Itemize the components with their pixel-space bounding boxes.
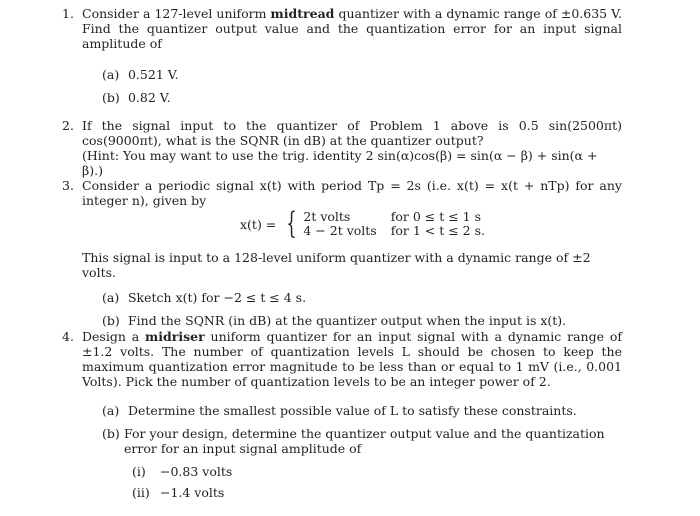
- question-text-part: quantizer with a dynamic range of ±0.635 V. Find the quantizer output value and the quantization error for an input signal amplitude of: [82, 6, 622, 51]
- option-label: (a): [102, 290, 120, 305]
- question-text: [82, 329, 622, 389]
- case-value: 4 − 2t volts: [303, 223, 377, 238]
- option-label: (b): [102, 90, 120, 105]
- question-text: [82, 6, 622, 51]
- option-b: [102, 426, 622, 456]
- option-text: For your design, determine the quantizer output value and the quantization error for an input signal amplitude of: [124, 426, 605, 456]
- question-number: 4.: [62, 329, 74, 344]
- equation-cases: [303, 210, 489, 238]
- sub-option-label: (i): [132, 464, 146, 479]
- brace-symbol: {: [286, 206, 298, 241]
- question-2: [62, 118, 622, 178]
- question-number: 2.: [62, 118, 74, 133]
- question-number: 3.: [62, 178, 74, 193]
- option-b: [102, 313, 622, 328]
- sub-option-i: [132, 464, 622, 479]
- question-text: This signal is input to a 128-level uniform quantizer with a dynamic range of ±2 volts.: [82, 250, 591, 280]
- question-text: Consider a periodic signal x(t) with period Tp = 2s (i.e. x(t) = x(t + nTp) for any integer n), given by: [82, 178, 622, 208]
- question-number: 1.: [62, 6, 74, 21]
- case-condition: for 0 ≤ t ≤ 1 s: [390, 209, 481, 224]
- sub-option-text: −0.83 volts: [159, 464, 233, 479]
- sub-option-ii: [132, 485, 622, 500]
- option-a: [102, 290, 622, 305]
- question-3-continued: [82, 250, 622, 328]
- question-text-part: Design a: [82, 329, 146, 344]
- option-label: (b): [102, 313, 120, 328]
- option-text: Find the SQNR (in dB) at the quantizer output when the input is x(t).: [127, 313, 567, 328]
- option-text: Sketch x(t) for −2 ≤ t ≤ 4 s.: [127, 290, 307, 305]
- case-value: 2t volts: [303, 209, 351, 224]
- option-text: 0.521 V.: [127, 67, 179, 82]
- option-text: 0.82 V.: [127, 90, 171, 105]
- question-text-part: uniform quantizer for an input signal with a dynamic range of ±1.2 volts. The number of quantization levels L should be chosen to keep the maximum quantization error magnitude to be less than or equal to 1 mV (i.e., 0.001 Volts). Pick the number of quantization levels to be an integer power of 2.: [82, 329, 622, 389]
- case-condition: for 1 < t ≤ 2 s.: [390, 223, 485, 238]
- question-4: [62, 329, 622, 500]
- hint-text: (Hint: You may want to use the trig. identity 2 sin(α)cos(β) = sin(α − β) + sin(α + β).): [82, 148, 598, 178]
- sub-option-text: −1.4 volts: [159, 485, 225, 500]
- question-1: [62, 6, 622, 105]
- option-label: (a): [102, 67, 120, 82]
- piecewise-equation: [240, 206, 489, 241]
- equation-lhs: x(t) =: [240, 216, 277, 232]
- option-text: Determine the smallest possible value of L to satisfy these constraints.: [127, 403, 577, 418]
- option-label: (a): [102, 403, 120, 418]
- question-text-part: Consider a 127-level uniform: [82, 6, 271, 21]
- question-text: If the signal input to the quantizer of Problem 1 above is 0.5 sin(2500πt) cos(9000πt), what is the SQNR (in dB) at the quantizer output?: [82, 118, 622, 148]
- bold-term: midtread: [270, 6, 335, 21]
- option-label: (b): [102, 426, 120, 441]
- option-b: [102, 90, 622, 105]
- sub-option-label: (ii): [132, 485, 150, 500]
- bold-term: midriser: [145, 329, 205, 344]
- question-3: [62, 178, 622, 208]
- option-a: [102, 403, 622, 418]
- option-a: [102, 67, 622, 82]
